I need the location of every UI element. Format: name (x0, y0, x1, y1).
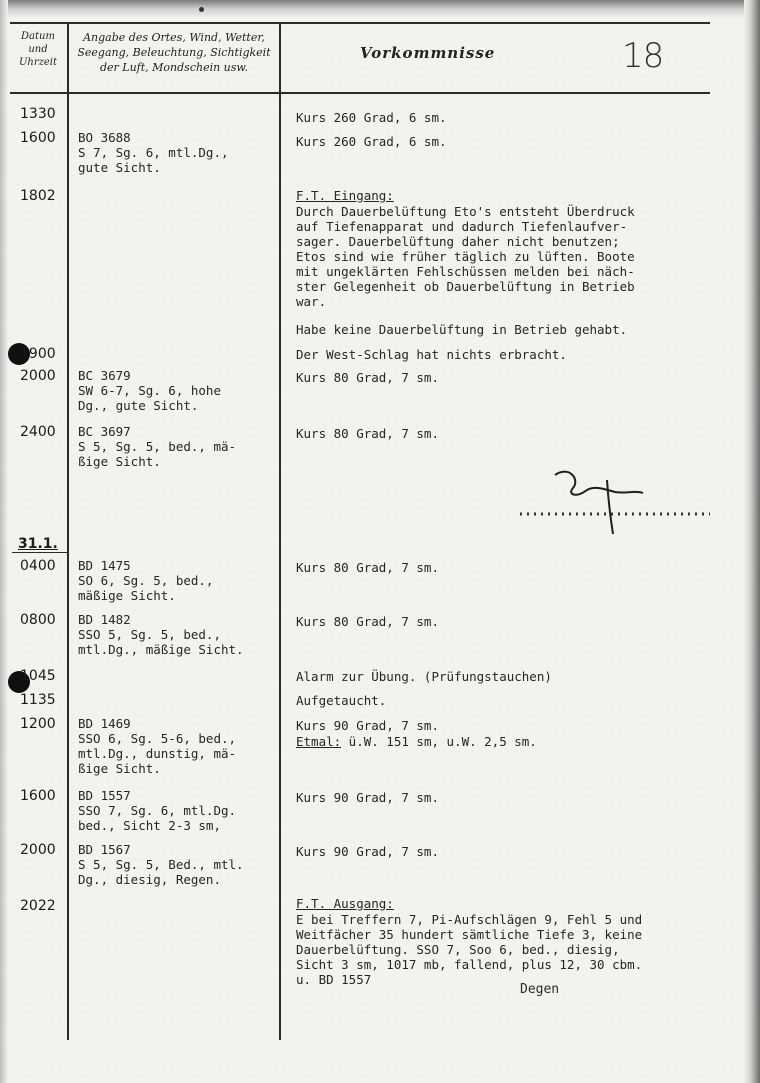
page-number: 18 (622, 36, 664, 76)
etmal-label: Etmal: (296, 734, 342, 749)
entry-event-heading (296, 896, 746, 911)
entry-event: Kurs 80 Grad, 7 sm. (296, 614, 439, 629)
entry-event: Kurs 260 Grad, 6 sm. (296, 134, 447, 149)
header-date-label: Datum und Uhrzeit (18, 31, 58, 68)
entry-time: 0400 (20, 558, 56, 574)
entry-place: BC 3697 S 5, Sg. 5, bed., mä- ßige Sicht. (78, 424, 237, 469)
entry-time: 1330 (20, 106, 56, 122)
page-edge-left (0, 0, 8, 1083)
entry-time: 1900 (20, 346, 56, 362)
date-marker: 31.1. (18, 536, 58, 552)
entry-event-line (296, 734, 746, 749)
entry-time: 1045 (20, 668, 56, 684)
date-column-rule (67, 22, 69, 1040)
entry-event: Kurs 80 Grad, 7 sm. (296, 560, 439, 575)
entry-place: BD 1475 SO 6, Sg. 5, bed., mäßige Sicht. (78, 558, 214, 603)
entry-event: Kurs 80 Grad, 7 sm. (296, 426, 439, 441)
header-top-rule (10, 22, 710, 24)
entry-time: 1600 (20, 788, 56, 804)
entry-time: 1802 (20, 188, 56, 204)
entry-event: Alarm zur Übung. (Prüfungstauchen) (296, 669, 552, 684)
entry-time: 0800 (20, 612, 56, 628)
signature-mark (515, 460, 715, 540)
entry-time: 1135 (20, 692, 56, 708)
page-edge-top (0, 0, 760, 18)
entry-place: BC 3679 SW 6-7, Sg. 6, hohe Dg., gute Sicht. (78, 368, 221, 413)
entry-event: Kurs 90 Grad, 7 sm. (296, 844, 439, 859)
entry-event: Durch Dauerbelüftung Eto's entsteht Überdruck auf Tiefenapparat und dadurch Tiefenlaufver- sager. Dauerbelüftung daher nicht benutzen; Etos sind wie früher täglich zu lüften. Boote mit ungeklärten Fehlschüssen melden bei näch- ster Gelegenheit ob Dauerbelüftung in Betrieb war. (296, 204, 635, 309)
header-bottom-rule (10, 92, 710, 94)
header-place-label: Angabe des Ortes, Wind, Wetter, Seegang, Beleuchtung, Sichtigkeit der Luft, Mondschein usw. (77, 31, 271, 74)
entry-event: Kurs 90 Grad, 7 sm. (296, 718, 439, 733)
page-edge-right (744, 0, 760, 1083)
entry-time: 1600 (20, 130, 56, 146)
entry-place: BD 1482 SSO 5, Sg. 5, bed., mtl.Dg., mäßige Sicht. (78, 612, 244, 657)
entry-time: 2000 (20, 842, 56, 858)
entry-place: BD 1557 SSO 7, Sg. 6, mtl.Dg. bed., Sicht 2-3 sm, (78, 788, 237, 833)
entry-event: Kurs 90 Grad, 7 sm. (296, 790, 439, 805)
entry-event: Habe keine Dauerbelüftung in Betrieb gehabt. (296, 322, 628, 337)
entry-event: Kurs 80 Grad, 7 sm. (296, 370, 439, 385)
entry-place: BD 1567 S 5, Sg. 5, Bed., mtl. Dg., diesig, Regen. (78, 842, 244, 887)
entry-event: Aufgetaucht. (296, 693, 387, 708)
entry-time: 2000 (20, 368, 56, 384)
etmal-value: ü.W. 151 sm, u.W. 2,5 sm. (341, 734, 537, 749)
ft-eingang-heading: F.T. Eingang: (296, 188, 394, 203)
entry-time: 1200 (20, 716, 56, 732)
entry-place: BO 3688 S 7, Sg. 6, mtl.Dg., gute Sicht. (78, 130, 229, 175)
entry-time: 2022 (20, 898, 56, 914)
ink-dot (199, 7, 204, 12)
ft-ausgang-heading: F.T. Ausgang: (296, 896, 394, 911)
entry-time: 2400 (20, 424, 56, 440)
signer-name: Degen (520, 982, 560, 997)
date-marker-rule (12, 552, 68, 553)
entry-event: E bei Treffern 7, Pi-Aufschlägen 9, Fehl 5 und Weitfächer 35 hundert sämtliche Tiefe 3, keine Dauerbelüftung. SSO 7, Soo 6, bed., diesig, Sicht 3 sm, 1017 mb, fallend, plus 12, 30 cbm. u. BD 1557 (296, 912, 643, 987)
entry-place: BD 1469 SSO 6, Sg. 5-6, bed., mtl.Dg., dunstig, mä- ßige Sicht. (78, 716, 237, 776)
entry-event-heading (296, 188, 746, 203)
header-events-label: Vorkommnisse (360, 44, 496, 62)
entry-event: Kurs 260 Grad, 6 sm. (296, 110, 447, 125)
entry-event: Der West-Schlag hat nichts erbracht. (296, 347, 567, 362)
